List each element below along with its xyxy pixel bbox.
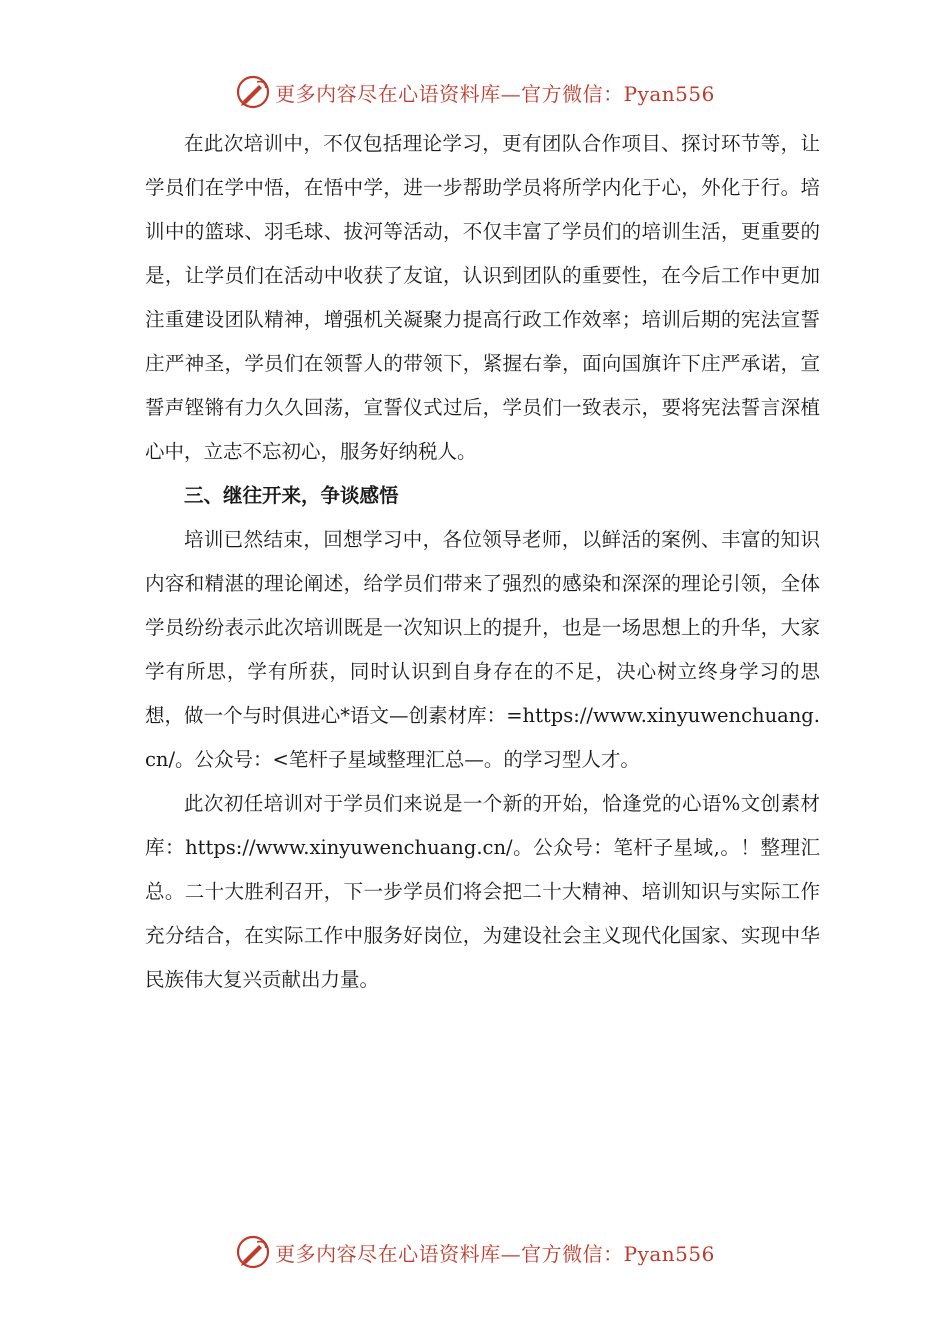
document-body bbox=[145, 122, 820, 1002]
header-banner-text: 更多内容尽在心语资料库—官方微信：Pyan556 bbox=[275, 81, 715, 106]
paragraph-3: 此次初任培训对于学员们来说是一个新的开始，恰逢党的心语%文创素材库：https://www.xinyuwenchuang.cn/。公众号：笔杆子星域,。！整理汇总。二十大胜利召开，下一步学员们将会把二十大精神、培训知识与实际工作充分结合，在实际工作中服务好岗位，为建设社会主义现代化国家、实现中华民族伟大复兴贡献出力量。 bbox=[145, 792, 820, 991]
footer-banner-text: 更多内容尽在心语资料库—官方微信：Pyan556 bbox=[275, 1241, 715, 1266]
header-banner bbox=[0, 72, 950, 112]
footer-banner bbox=[0, 1232, 950, 1272]
pen-logo-icon bbox=[235, 1234, 271, 1270]
paragraph-1: 在此次培训中，不仅包括理论学习，更有团队合作项目、探讨环节等，让学员们在学中悟，在悟中学，进一步帮助学员将所学内化于心，外化于行。培训中的篮球、羽毛球、拔河等活动，不仅丰富了学员们的培训生活，更重要的是，让学员们在活动中收获了友谊，认识到团队的重要性，在今后工作中更加注重建设团队精神，增强机关凝聚力提高行政工作效率；培训后期的宪法宣誓庄严神圣，学员们在领誓人的带领下，紧握右拳，面向国旗许下庄严承诺，宣誓声铿锵有力久久回荡，宣誓仪式过后，学员们一致表示，要将宪法誓言深植心中，立志不忘初心，服务好纳税人。 bbox=[145, 132, 820, 463]
section-heading: 三、继往开来，争谈感悟 bbox=[184, 484, 399, 507]
paragraph-2: 培训已然结束，回想学习中，各位领导老师，以鲜活的案例、丰富的知识内容和精湛的理论阐述，给学员们带来了强烈的感染和深深的理论引领，全体学员纷纷表示此次培训既是一次知识上的提升，也是一场思想上的升华，大家学有所思，学有所获，同时认识到自身存在的不足，决心树立终身学习的思想，做一个与时俱进心*语文—创素材库：=https://www.xinyuwenchuang.cn/。公众号：<笔杆子星域整理汇总—。的学习型人才。 bbox=[145, 528, 820, 771]
pen-logo-icon bbox=[235, 74, 271, 110]
